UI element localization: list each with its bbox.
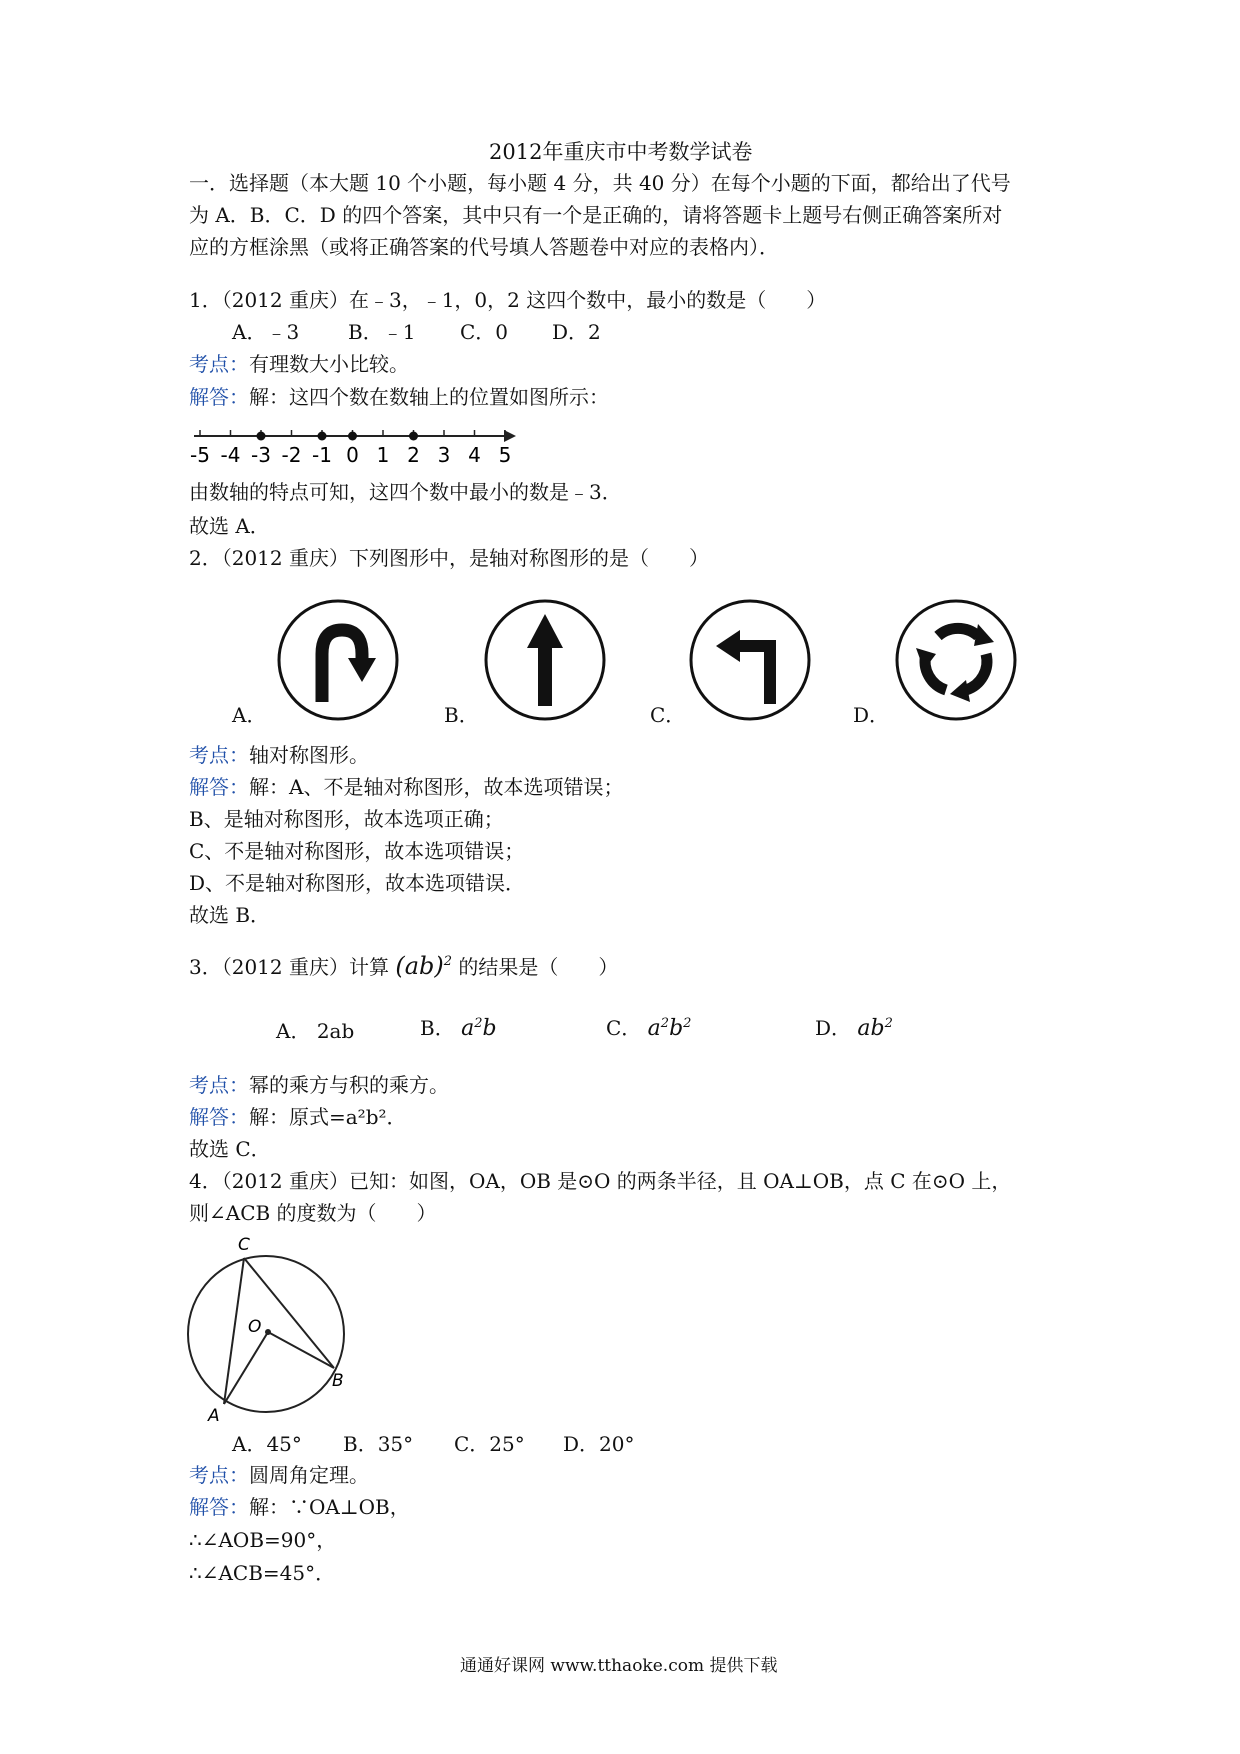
footer-text: 通通好课网 www.tthaoke.com 提供下载 <box>460 1656 778 1676</box>
q3-option-d <box>815 1016 893 1041</box>
q3-option-c-value: $a^2b^2$ <box>647 1016 692 1041</box>
up-arrow-icon <box>483 598 607 722</box>
q3-option-d-label: D． <box>815 1016 852 1040</box>
q4-option-c: C．25° <box>454 1432 525 1456</box>
q3-kaodian <box>189 1073 449 1097</box>
q4-kaodian <box>189 1463 369 1487</box>
q2-stem: 2．（2012 重庆）下列图形中，是轴对称图形的是（ ） <box>189 546 709 570</box>
point-c-label: C <box>238 1235 250 1255</box>
q2-kaodian <box>189 743 369 767</box>
number-line-point <box>318 432 327 441</box>
section-intro-line-3: 应的方框涂黑（或将正确答案的代号填人答题卷中对应的表格内）． <box>189 235 779 259</box>
q2-kaodian-text: 轴对称图形。 <box>249 743 369 767</box>
center-point <box>265 1329 271 1335</box>
number-line-tick-label: 1 <box>376 443 390 467</box>
point-o-label: O <box>248 1317 262 1337</box>
q1-kaodian-text: 有理数大小比较。 <box>249 352 409 376</box>
q4-option-d: D．20° <box>563 1432 635 1456</box>
q2-jieda <box>189 775 623 799</box>
q1-kaodian <box>189 352 409 376</box>
q3-option-c-label: C． <box>606 1016 642 1040</box>
q3-answer: 故选 C． <box>189 1137 271 1161</box>
number-line-figure <box>186 418 526 468</box>
q1-option-c: C．0 <box>460 320 509 344</box>
segment-ob <box>268 1332 334 1368</box>
q3-option-d-value: $ab^2$ <box>857 1016 893 1041</box>
point-a-label: A <box>208 1406 220 1422</box>
jieda-label: 解答： <box>189 385 249 409</box>
q3-option-b-value: $a^2b$ <box>461 1016 497 1041</box>
q1-option-a: A．﹣3 <box>232 320 300 344</box>
q4-jieda-line-3: ∴∠ACB=45°． <box>189 1561 336 1585</box>
q2-option-c-label: C． <box>650 703 686 727</box>
jieda-label: 解答： <box>189 1495 249 1519</box>
q3-option-b <box>420 1016 497 1041</box>
number-line-tick-label: -2 <box>281 443 302 467</box>
q1-stem: 1．（2012 重庆）在﹣3，﹣1，0，2 这四个数中，最小的数是（ ） <box>189 288 827 312</box>
q3-option-a-value: 2ab <box>316 1019 355 1043</box>
q4-option-b: B．35° <box>343 1432 414 1456</box>
number-line-point <box>409 432 418 441</box>
q1-option-d: D．2 <box>552 320 601 344</box>
q3-expression: (ab)$^2$ <box>395 952 453 980</box>
q3-stem <box>189 954 618 979</box>
q4-jieda <box>189 1495 410 1519</box>
jieda-label: 解答： <box>189 775 249 799</box>
circle-geometry-figure <box>182 1232 362 1422</box>
segment-ca <box>224 1258 244 1404</box>
q3-jieda-text: 解：原式=a²b²． <box>249 1105 407 1129</box>
q2-jieda-line-2: B、是轴对称图形，故本选项正确； <box>189 807 504 831</box>
point-b-label: B <box>332 1371 344 1391</box>
q2-answer: 故选 B． <box>189 903 271 927</box>
page-title: 2012年重庆市中考数学试卷 <box>489 140 753 164</box>
q3-stem-pre: 3．（2012 重庆）计算 <box>189 955 389 979</box>
number-line-tick-label: 5 <box>498 443 512 467</box>
q3-option-c <box>606 1016 691 1041</box>
q1-explain: 由数轴的特点可知，这四个数中最小的数是﹣3． <box>189 480 622 504</box>
q3-option-a-label: A． <box>276 1019 311 1043</box>
q2-jieda-line-3: C、不是轴对称图形，故本选项错误； <box>189 839 525 863</box>
q3-option-b-label: B． <box>420 1016 455 1040</box>
q1-jieda-text: 解：这四个数在数轴上的位置如图所示： <box>249 385 609 409</box>
kaodian-label: 考点： <box>189 1463 249 1487</box>
number-line-tick-labels <box>190 443 511 467</box>
segment-oa <box>224 1332 268 1404</box>
q4-jieda-text-1: 解：∵OA⊥OB， <box>249 1495 410 1519</box>
kaodian-label: 考点： <box>189 352 249 376</box>
q1-answer: 故选 A． <box>189 514 270 538</box>
section-intro-line-1: 一．选择题（本大题 10 个小题，每小题 4 分，共 40 分）在每个小题的下面，都给出了代号 <box>189 171 1011 195</box>
q3-kaodian-text: 幂的乘方与积的乘方。 <box>249 1073 449 1097</box>
u-turn-arrow-icon <box>276 598 400 722</box>
segment-cb <box>244 1258 334 1368</box>
number-line-tick-label: -5 <box>190 443 210 467</box>
q2-option-b-label: B． <box>444 703 479 727</box>
q1-option-b: B．﹣1 <box>348 320 416 344</box>
section-intro-line-2: 为 A．B．C．D 的四个答案，其中只有一个是正确的，请将答题卡上题号右侧正确答案所对 <box>189 203 1003 227</box>
number-line-tick-label: 0 <box>346 443 359 467</box>
number-line-tick-label: -4 <box>220 443 241 467</box>
number-line-point <box>348 432 357 441</box>
kaodian-label: 考点： <box>189 1073 249 1097</box>
number-line-point <box>257 432 266 441</box>
number-line-arrow-icon <box>504 430 516 442</box>
q4-option-a: A．45° <box>232 1432 302 1456</box>
number-line-tick-label: 4 <box>468 443 481 467</box>
q4-jieda-line-2: ∴∠AOB=90°， <box>189 1528 337 1552</box>
q2-option-d-label: D． <box>853 703 890 727</box>
number-line-tick-label: 2 <box>407 443 420 467</box>
q3-stem-post: 的结果是（ ） <box>458 955 619 979</box>
q2-option-a-label: A． <box>232 703 267 727</box>
number-line-tick-label: -3 <box>251 443 271 467</box>
number-line-tick-label: 3 <box>437 443 451 467</box>
kaodian-label: 考点： <box>189 743 249 767</box>
number-line-tick-label: -1 <box>312 443 332 467</box>
q2-jieda-text-1: 解：A、不是轴对称图形，故本选项错误； <box>249 775 624 799</box>
q4-kaodian-text: 圆周角定理。 <box>249 1463 369 1487</box>
roundabout-arrows-icon <box>894 598 1018 722</box>
left-turn-arrow-icon <box>688 598 812 722</box>
q1-jieda <box>189 385 609 409</box>
q4-stem-line-1: 4．（2012 重庆）已知：如图，OA，OB 是⊙O 的两条半径，且 OA⊥OB，点 C 在⊙O 上， <box>189 1169 1012 1193</box>
q4-stem-line-2: 则∠ACB 的度数为（ ） <box>189 1201 437 1225</box>
q3-jieda <box>189 1105 407 1129</box>
jieda-label: 解答： <box>189 1105 249 1129</box>
q2-jieda-line-4: D、不是轴对称图形，故本选项错误． <box>189 871 526 895</box>
q3-option-a <box>276 1019 354 1043</box>
